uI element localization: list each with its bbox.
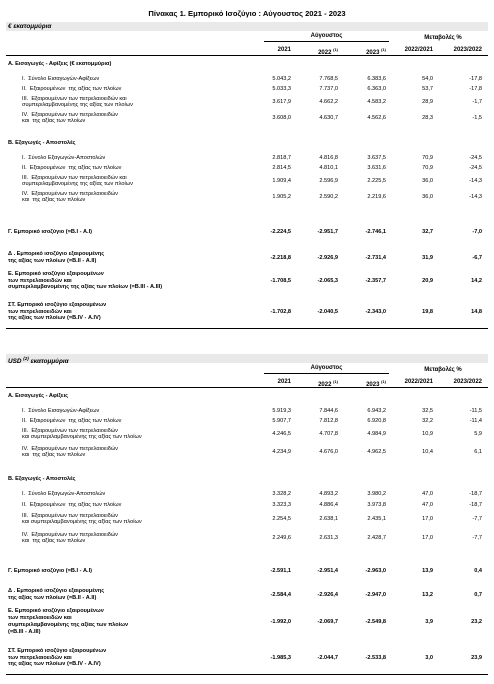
eur-row-value: -1,5 — [472, 115, 482, 122]
usd-col-header — [405, 379, 433, 385]
eur-row-value: -2.343,0 — [365, 308, 386, 315]
usd-unit-tail: εκατομμύρια — [30, 358, 69, 366]
eur-row-value: 1.909,4 — [272, 178, 291, 185]
usd-table-row — [6, 566, 488, 576]
eur-table-row — [6, 95, 488, 110]
eur-row-value: -2.357,7 — [365, 277, 386, 284]
usd-row-value: -11,5 — [469, 407, 482, 414]
usd-row-value: 4.234,9 — [272, 449, 291, 456]
usd-table-row — [6, 587, 488, 603]
eur-header-change: Μεταβολές % — [424, 35, 462, 41]
eur-row-value: 28,3 — [422, 115, 433, 122]
usd-row-value: 4.246,5 — [272, 431, 291, 438]
eur-table-row — [6, 190, 488, 205]
usd-row-value: 5.919,3 — [272, 407, 291, 414]
eur-row-label: Γ. Εμπορικό ισοζύγιο (=Β.I - Α.I) — [8, 228, 92, 235]
eur-row-value: 4.810,1 — [319, 164, 338, 171]
eur-row-value: -14,3 — [469, 194, 482, 201]
usd-row-value: -2.533,8 — [365, 654, 386, 661]
eur-row-value: 4.816,8 — [319, 154, 338, 161]
usd-row-value: 10,9 — [422, 431, 433, 438]
eur-row-value: -2.951,7 — [317, 228, 338, 235]
eur-row-label: III. Εξαιρουμένων των πετρελαιοειδών και συμπεριλαμβανομένης της αξίας των πλοίων — [22, 174, 133, 188]
usd-bottom-rule — [6, 674, 488, 675]
usd-table-row — [6, 489, 488, 499]
usd-row-value: 6.943,2 — [367, 407, 386, 414]
usd-row-value: -2.584,4 — [270, 591, 291, 598]
eur-row-value: 5.043,2 — [272, 75, 291, 82]
eur-section-heading — [6, 139, 488, 148]
usd-row-value: -18,7 — [469, 501, 482, 508]
eur-row-value: -2.224,5 — [270, 228, 291, 235]
usd-row-value: -2.951,4 — [317, 567, 338, 574]
eur-row-value: -1.708,5 — [270, 277, 291, 284]
eur-row-value: 28,9 — [422, 99, 433, 106]
usd-row-label: Γ. Εμπορικό ισοζύγιο (=Β.I - Α.I) — [8, 567, 92, 574]
usd-row-value: 5.907,7 — [272, 417, 291, 424]
eur-row-value: 7.737,0 — [319, 85, 338, 92]
usd-row-label: I. Σύνολο Εισαγωγών-Αφίξεων — [22, 407, 100, 414]
usd-row-value: 3.323,3 — [272, 501, 291, 508]
usd-row-value: -2.069,7 — [317, 618, 338, 625]
usd-row-value: -2.926,4 — [317, 591, 338, 598]
eur-table — [6, 22, 488, 340]
usd-table-row — [6, 500, 488, 510]
usd-col-header-text: 2022 — [318, 382, 332, 388]
eur-header-august: Αύγουστος — [310, 33, 343, 39]
eur-row-label: Β. Εξαγωγές - Αποστολές — [8, 140, 76, 147]
usd-row-value: 7.812,8 — [319, 417, 338, 424]
usd-row-label: Ε. Εμπορικό ισοζύγιο εξαιρουμένων των πετρελαιοειδών και συμπεριλαμβανομένης της αξίας των πλοίων (=Β.III - Α.III) — [8, 608, 129, 635]
usd-row-value: 7.844,6 — [319, 407, 338, 414]
eur-row-value: 19,8 — [422, 308, 433, 315]
eur-row-label: I. Σύνολο Εισαγωγών-Αφίξεων — [22, 75, 100, 82]
eur-row-value: 2.596,9 — [319, 178, 338, 185]
usd-row-label: Β. Εξαγωγές - Αποστολές — [8, 476, 76, 483]
eur-row-value: 3.631,6 — [367, 164, 386, 171]
page-title: Πίνακας 1. Εμπορικό Ισοζύγιο : Αύγουστος 2021 - 2023 — [148, 9, 346, 18]
usd-row-value: -1.985,3 — [270, 654, 291, 661]
usd-row-value: 47,0 — [422, 501, 433, 508]
usd-row-value: 4.886,4 — [319, 501, 338, 508]
eur-table-row — [6, 300, 488, 324]
usd-header-august-rule — [264, 373, 389, 374]
eur-table-row — [6, 84, 488, 94]
usd-row-value: 4.707,8 — [319, 431, 338, 438]
eur-row-value: 14,2 — [471, 277, 482, 284]
usd-row-label: Α. Εισαγωγές - Αφίξεις — [8, 393, 69, 400]
eur-row-value: 32,7 — [422, 228, 433, 235]
usd-row-value: 47,0 — [422, 490, 433, 497]
usd-row-value: 2.638,1 — [319, 516, 338, 523]
usd-row-value: -7,7 — [472, 535, 482, 542]
eur-col-header-text: 2022/2021 — [404, 47, 433, 53]
usd-row-value: 2.631,3 — [319, 535, 338, 542]
eur-bottom-rule — [6, 328, 488, 329]
usd-header-rule — [6, 387, 488, 388]
usd-header-change: Μεταβολές % — [424, 367, 462, 373]
eur-row-value: 2.219,6 — [367, 194, 386, 201]
eur-row-value: 2.225,5 — [367, 178, 386, 185]
usd-row-value: 4.676,0 — [319, 449, 338, 456]
eur-row-value: 70,9 — [422, 154, 433, 161]
eur-header-rule — [6, 55, 488, 56]
usd-row-label: Δ . Εμπορικό ισοζύγιο εξαιρουμένης της αξίας των πλοίων (=Β.II - Α.II) — [8, 588, 105, 601]
usd-row-value: 4.962,5 — [367, 449, 386, 456]
eur-row-value: -24,5 — [469, 164, 482, 171]
usd-unit-label — [6, 354, 488, 366]
usd-row-value: 32,2 — [422, 417, 433, 424]
usd-row-value: 5,9 — [474, 431, 482, 438]
usd-row-value: -2.591,1 — [270, 567, 291, 574]
eur-row-value: 1.905,2 — [272, 194, 291, 201]
usd-row-value: 0,7 — [474, 591, 482, 598]
eur-row-value: 2.590,2 — [319, 194, 338, 201]
eur-col-header-text: 2021 — [277, 47, 291, 53]
usd-table — [6, 354, 488, 680]
eur-row-value: 4.662,2 — [319, 99, 338, 106]
usd-section-heading — [6, 475, 488, 484]
eur-table-row — [6, 163, 488, 173]
eur-unit-label: € εκατομμύρια — [6, 22, 488, 31]
usd-row-value: -1.992,0 — [270, 618, 291, 625]
usd-col-header — [454, 379, 482, 385]
usd-row-value: 6.920,8 — [367, 417, 386, 424]
eur-row-label: IV. Εξαιρουμένων των πετρελαιοειδών και της αξίας των πλοίων — [22, 111, 118, 125]
eur-row-value: -2.040,5 — [317, 308, 338, 315]
eur-row-value: 4.630,7 — [319, 115, 338, 122]
eur-row-value: -14,3 — [469, 178, 482, 185]
eur-row-label: I. Σύνολο Εξαγωγών-Αποστολών — [22, 154, 106, 161]
eur-row-value: -2.218,8 — [270, 254, 291, 261]
eur-row-value: 4.562,6 — [367, 115, 386, 122]
usd-col-header-footnote: (1) — [381, 379, 386, 384]
usd-row-value: 3.980,2 — [367, 490, 386, 497]
eur-row-label: IV. Εξαιρουμένων των πετρελαιοειδών και της αξίας των πλοίων — [22, 190, 118, 204]
eur-row-value: 31,9 — [422, 254, 433, 261]
eur-row-value: 53,7 — [422, 85, 433, 92]
eur-header-august-rule — [264, 41, 389, 42]
eur-table-row — [6, 269, 488, 293]
eur-col-header-text: 2022 — [318, 50, 332, 56]
usd-row-value: 2.254,5 — [272, 516, 291, 523]
eur-col-header-footnote: (1) — [381, 47, 386, 52]
usd-table-row — [6, 427, 488, 442]
eur-row-value: 6.383,6 — [367, 75, 386, 82]
usd-row-value: 2.428,7 — [367, 535, 386, 542]
eur-row-value: 36,0 — [422, 178, 433, 185]
usd-row-label: III. Εξαιρουμένων των πετρελαιοειδών και συμπεριλαμβανομένης της αξίας των πλοίων — [22, 512, 142, 526]
usd-row-value: 17,0 — [422, 516, 433, 523]
eur-row-label: ΣΤ. Εμπορικό ισοζύγιο εξαιρουμένων των πετρελαιοειδών και της αξίας των πλοίων (=Β.IV - Α.IV) — [8, 301, 107, 322]
usd-table-row — [6, 607, 488, 637]
eur-table-row — [6, 153, 488, 163]
eur-row-value: -2.746,1 — [365, 228, 386, 235]
usd-unit-footnote: (2) — [23, 356, 29, 361]
usd-col-header-text: 2022/2021 — [404, 379, 433, 385]
usd-row-value: 3.328,2 — [272, 490, 291, 497]
usd-row-label: I. Σύνολο Εξαγωγών-Αποστολών — [22, 490, 106, 497]
usd-row-value: 3,0 — [425, 654, 433, 661]
usd-table-row — [6, 646, 488, 670]
usd-table-row — [6, 512, 488, 527]
usd-table-row — [6, 416, 488, 426]
usd-row-value: -2.044,7 — [317, 654, 338, 661]
eur-col-header-text: 2023 — [366, 50, 380, 56]
usd-row-label: IV. Εξαιρουμένων των πετρελαιοειδών και της αξίας των πλοίων — [22, 445, 118, 459]
eur-row-value: -2.926,9 — [317, 254, 338, 261]
eur-row-value: 2.818,7 — [272, 154, 291, 161]
eur-row-value: 14,8 — [471, 308, 482, 315]
usd-row-value: 23,2 — [471, 618, 482, 625]
usd-row-value: 13,2 — [422, 591, 433, 598]
eur-row-value: 54,0 — [422, 75, 433, 82]
usd-col-header — [278, 379, 291, 385]
eur-row-value: -7,0 — [472, 228, 482, 235]
usd-row-label: III. Εξαιρουμένων των πετρελαιοειδών και συμπεριλαμβανομένης της αξίας των πλοίων — [22, 427, 142, 441]
usd-col-header-text: 2021 — [277, 379, 291, 385]
eur-row-value: 7.768,5 — [319, 75, 338, 82]
usd-row-value: 10,4 — [422, 449, 433, 456]
usd-table-row — [6, 406, 488, 416]
eur-row-label: Α. Εισαγωγές - Αφίξεις (€ εκατομμύρια) — [8, 61, 112, 68]
eur-row-value: -17,8 — [469, 75, 482, 82]
usd-col-header-footnote: (1) — [333, 379, 338, 384]
eur-table-row — [6, 111, 488, 126]
eur-row-value: -1,7 — [472, 99, 482, 106]
usd-unit-currency: USD — [8, 358, 22, 366]
eur-row-value: 3.608,0 — [272, 115, 291, 122]
usd-table-row — [6, 445, 488, 460]
usd-row-label: IV. Εξαιρουμένων των πετρελαιοειδών και της αξίας των πλοίων — [22, 531, 118, 545]
usd-col-header-text: 2023 — [366, 382, 380, 388]
usd-row-value: 17,0 — [422, 535, 433, 542]
usd-row-value: -7,7 — [472, 516, 482, 523]
eur-row-label: III. Εξαιρουμένων των πετρελαιοειδών και συμπεριλαμβανομένης της αξίας των πλοίων — [22, 95, 133, 109]
usd-section-heading — [6, 392, 488, 401]
usd-header-august: Αύγουστος — [310, 365, 343, 371]
eur-col-header — [278, 47, 291, 53]
eur-col-header-text: 2023/2022 — [453, 47, 482, 53]
eur-row-label: II. Εξαιρουμένων της αξίας των πλοίων — [22, 164, 122, 171]
eur-table-row — [6, 250, 488, 266]
usd-row-value: -2.963,0 — [365, 567, 386, 574]
usd-row-value: 13,9 — [422, 567, 433, 574]
usd-row-label: II. Εξαιρουμένων της αξίας των πλοίων — [22, 501, 122, 508]
eur-table-row — [6, 174, 488, 189]
usd-row-value: 4.984,9 — [367, 431, 386, 438]
eur-row-label: Δ . Εμπορικό ισοζύγιο εξαιρουμένης της αξίας των πλοίων (=Β.II - Α.II) — [8, 251, 105, 264]
usd-row-value: 2.435,1 — [367, 516, 386, 523]
usd-row-value: -2.549,8 — [365, 618, 386, 625]
eur-table-row — [6, 74, 488, 84]
usd-row-value: 4.893,2 — [319, 490, 338, 497]
usd-row-label: II. Εξαιρουμένων της αξίας των πλοίων — [22, 417, 122, 424]
eur-row-label: II. Εξαιρουμένων της αξίας των πλοίων — [22, 85, 122, 92]
eur-row-value: -2.731,4 — [365, 254, 386, 261]
eur-row-value: 36,0 — [422, 194, 433, 201]
usd-row-label: ΣΤ. Εμπορικό ισοζύγιο εξαιρουμένων των πετρελαιοειδών και της αξίας των πλοίων (=Β.IV - Α.IV) — [8, 647, 107, 668]
usd-col-header-text: 2023/2022 — [453, 379, 482, 385]
usd-row-value: 32,5 — [422, 407, 433, 414]
eur-col-header-footnote: (1) — [333, 47, 338, 52]
eur-table-row — [6, 227, 488, 237]
usd-row-value: -18,7 — [469, 490, 482, 497]
usd-table-row — [6, 531, 488, 546]
eur-row-value: -24,5 — [469, 154, 482, 161]
eur-row-value: -2.065,3 — [317, 277, 338, 284]
eur-row-value: 6.363,0 — [367, 85, 386, 92]
eur-row-value: 2.814,5 — [272, 164, 291, 171]
eur-row-label: Ε. Εμπορικό ισοζύγιο εξαιρουμένων των πετρελαιοειδών και συμπεριλαμβανομένης της αξίας των πλοίων (=Β.III - Α.III) — [8, 270, 163, 291]
usd-row-value: 3,9 — [425, 618, 433, 625]
eur-row-value: 20,9 — [422, 277, 433, 284]
eur-row-value: 3.617,9 — [272, 99, 291, 106]
eur-row-value: 4.583,2 — [367, 99, 386, 106]
eur-row-value: -1.702,8 — [270, 308, 291, 315]
usd-row-value: -11,4 — [469, 417, 482, 424]
eur-row-value: -17,8 — [469, 85, 482, 92]
usd-row-value: 23,9 — [471, 654, 482, 661]
usd-row-value: 6,1 — [474, 449, 482, 456]
usd-row-value: 3.973,8 — [367, 501, 386, 508]
eur-row-value: -6,7 — [472, 254, 482, 261]
eur-row-value: 5.033,3 — [272, 85, 291, 92]
eur-col-header — [405, 47, 433, 53]
eur-col-header — [454, 47, 482, 53]
eur-row-value: 3.637,5 — [367, 154, 386, 161]
eur-row-value: 70,9 — [422, 164, 433, 171]
usd-row-value: 0,4 — [474, 567, 482, 574]
eur-section-heading — [6, 60, 488, 69]
usd-row-value: -2.947,0 — [365, 591, 386, 598]
usd-row-value: 2.249,6 — [272, 535, 291, 542]
